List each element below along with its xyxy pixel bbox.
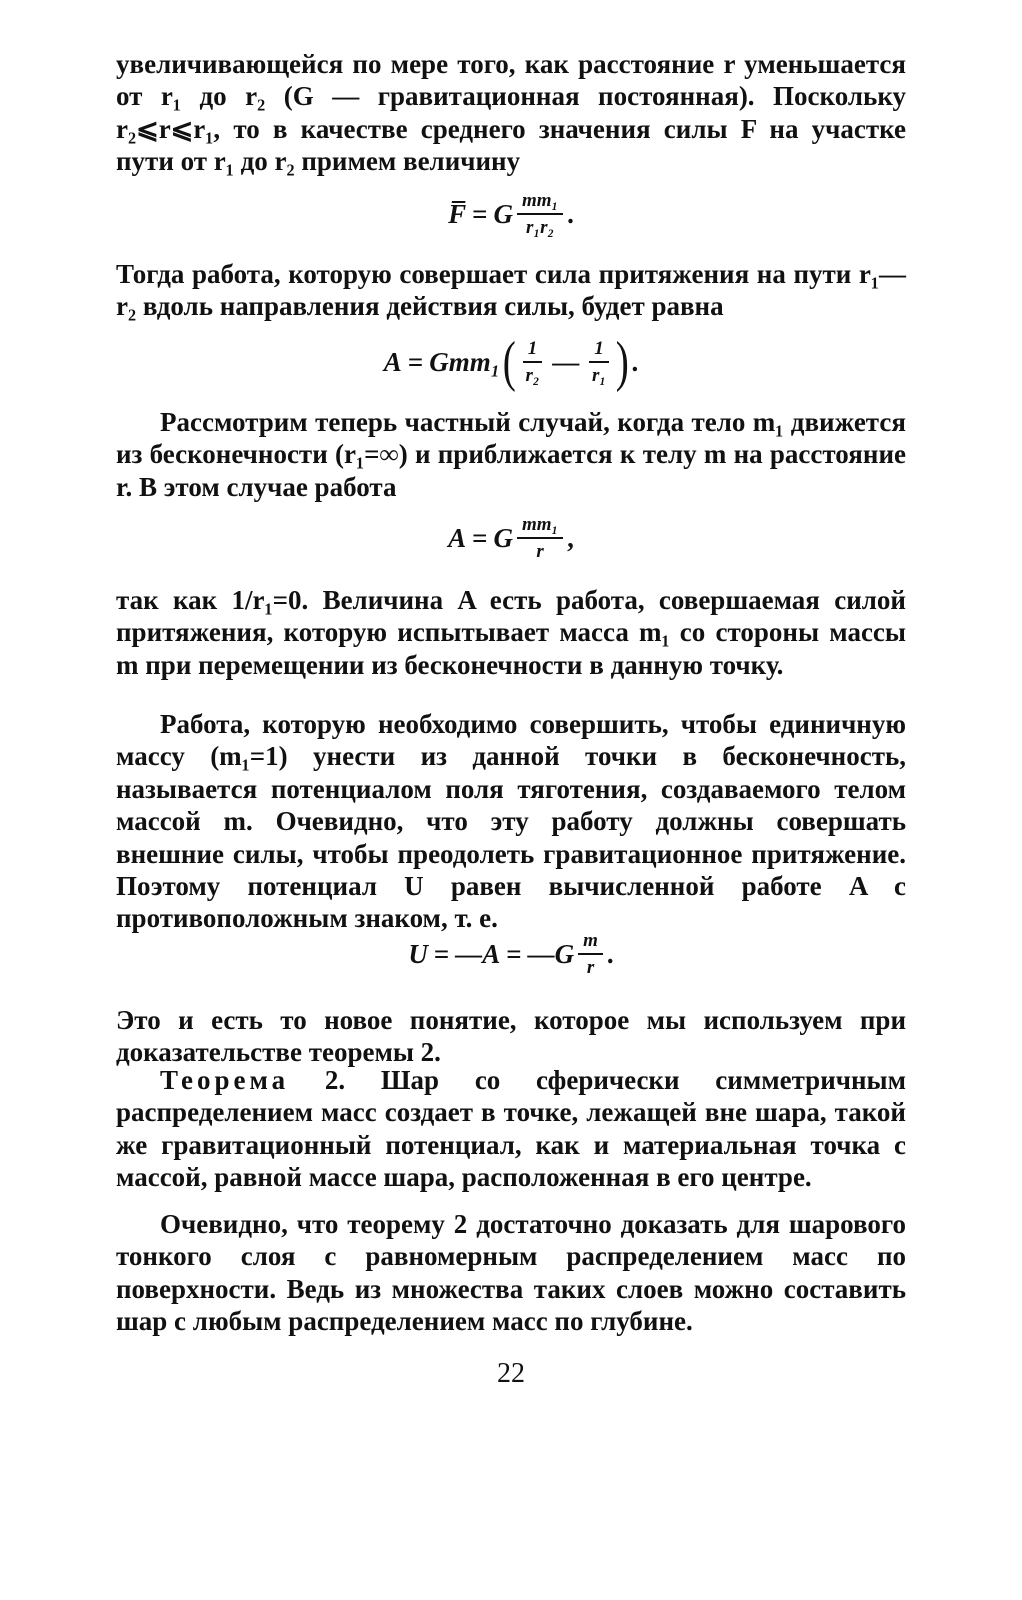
paragraph-potential-definition: Работа, которую необходимо совершить, чтобы единичную массу (m₁=1) унести из данной точки в бесконечность, называется потенциалом поля тяготения, создаваемого телом массой m. Очевидно, что эту работу должны совершать внешние силы, чтобы преодолеть гравитационное притяжение. Поэтому потенциал U равен вычисленной работе A с противоположным знаком, т. е. [116, 709, 906, 934]
formula-potential [116, 930, 906, 979]
fraction-numerator: mm₁ [517, 190, 563, 215]
formula-lhs: F̅ [448, 199, 467, 229]
paragraph-work: Тогда работа, которую совершает сила притяжения на пути r₁—r₂ вдоль направления действия силы, будет равна [116, 259, 906, 322]
equals-sign: = [407, 346, 424, 377]
equals-sign: = [472, 199, 488, 229]
fraction-first [523, 338, 543, 387]
close-paren: ) [615, 331, 629, 393]
fraction-denominator: r [536, 541, 544, 562]
fraction-numerator: 1 [523, 338, 543, 363]
paragraph-intro: увеличивающейся по мере того, как расстояние r уменьшается от r₁ до r₂ (G — гравитационная постоянная). Поскольку r₂⩽r⩽r₁, то в качестве среднего значения силы F на участке пути от r₁ до r₂ примем величину [116, 49, 906, 177]
paragraph-new-concept: Это и есть то новое понятие, которое мы используем при доказательстве теоремы 2. [116, 1005, 906, 1068]
open-paren: ( [502, 331, 516, 393]
page-number: 22 [497, 1358, 525, 1389]
equals-sign: = [433, 939, 450, 969]
fraction-denominator: r [586, 957, 595, 978]
fraction-numerator: 1 [589, 338, 609, 363]
paragraph-work-meaning: так как 1/r₁=0. Величина A есть работа, совершаемая силой притяжения, которую испытывает масса m₁ со стороны массы m при перемещении из бесконечности в данную точку. [116, 585, 906, 680]
formula-end: . [606, 939, 614, 969]
formula-lhs: U [408, 939, 428, 969]
formula-work-infinity [116, 514, 906, 563]
formula-end: . [567, 199, 574, 229]
formula-end: . [631, 346, 639, 377]
fraction [578, 930, 603, 979]
formula-middle: —A [455, 939, 501, 969]
formula-mean-force [116, 190, 906, 239]
formula-coefficient: G [493, 199, 513, 229]
formula-lhs: A [383, 346, 402, 377]
formula-work [116, 331, 906, 393]
fraction-numerator: mm₁ [517, 514, 563, 539]
fraction-denominator: r₁r₂ [526, 217, 555, 238]
theorem-label: Теорема [160, 1065, 290, 1095]
formula-coefficient: —G [527, 939, 575, 969]
paragraph-proof-idea: Очевидно, что теорему 2 достаточно доказать для шарового тонкого слоя с равномерным распределением масс по поверхности. Ведь из множества таких слоев можно составить шар с любым распределением масс по глубине. [116, 1209, 906, 1337]
equals-sign: = [506, 939, 522, 969]
fraction-denominator: r₂ [525, 364, 540, 386]
theorem-text: 2. Шар со сферически симметричным распределением масс создает в точке, лежащей вне шара, такой же гравитационный потенциал, как и материальная точка с массой, равной массе шара, расположенная в его центре. [116, 1065, 907, 1193]
equals-sign: = [472, 523, 488, 553]
formula-coefficient: G [493, 523, 513, 553]
fraction-second [589, 338, 609, 387]
formula-lhs: A [448, 523, 467, 553]
fraction [517, 514, 563, 563]
fraction-numerator: m [578, 930, 603, 955]
minus-sign: — [552, 346, 580, 377]
formula-coefficient: Gmm₁ [429, 346, 501, 377]
fraction-denominator: r₁ [592, 364, 607, 386]
paragraph-theorem-2 [116, 1064, 906, 1194]
paragraph-infinity-case: Рассмотрим теперь частный случай, когда тело m₁ движется из бесконечности (r₁=∞) и приближается к телу m на расстояние r. В этом случае работа [116, 407, 906, 502]
fraction [517, 190, 563, 239]
formula-end: , [567, 523, 574, 553]
